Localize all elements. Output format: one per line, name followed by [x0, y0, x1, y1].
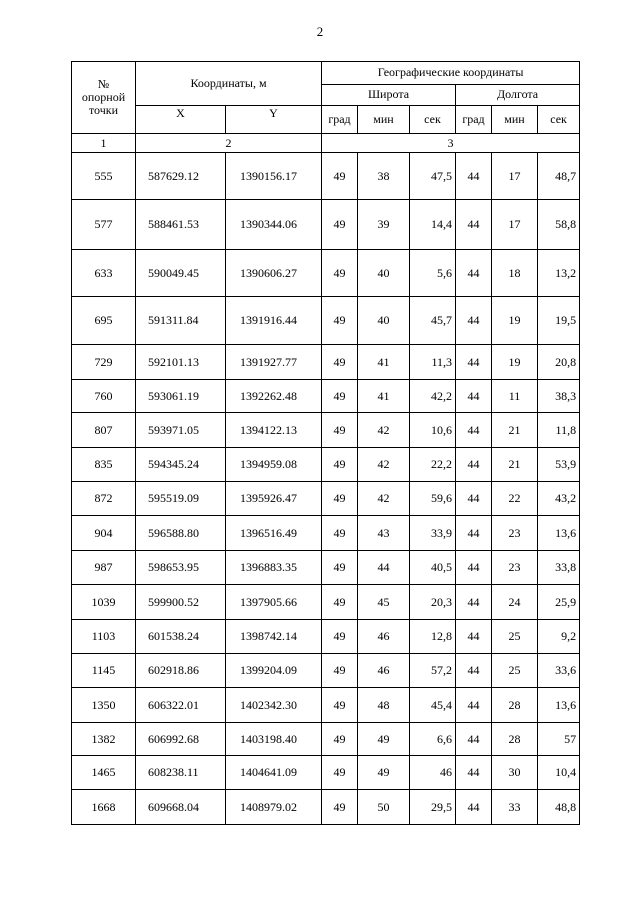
lon-sec-cell: 10,4	[538, 756, 580, 790]
x-coordinate-cell: 608238.11	[136, 756, 226, 790]
y-coordinate-cell: 1390156.17	[226, 153, 322, 200]
lon-min-cell: 17	[492, 200, 538, 250]
table-row	[72, 413, 580, 448]
lat-min-cell: 49	[358, 756, 410, 790]
lon-sec-cell: 19,5	[538, 297, 580, 345]
point-number-cell: 987	[72, 551, 136, 585]
table-row	[72, 516, 580, 551]
header-lon-min: мин	[492, 106, 538, 134]
point-number-cell: 1382	[72, 723, 136, 756]
column-number-1: 1	[72, 134, 136, 153]
lon-deg-cell: 44	[456, 297, 492, 345]
lat-sec-cell: 6,6	[410, 723, 456, 756]
y-coordinate-cell: 1396883.35	[226, 551, 322, 585]
table-row	[72, 250, 580, 297]
header-y: Y	[226, 106, 322, 134]
point-number-cell: 577	[72, 200, 136, 250]
x-coordinate-cell: 602918.86	[136, 654, 226, 688]
lon-deg-cell: 44	[456, 153, 492, 200]
point-number-cell: 695	[72, 297, 136, 345]
lon-sec-cell: 58,8	[538, 200, 580, 250]
lat-min-cell: 44	[358, 551, 410, 585]
point-number-cell: 729	[72, 345, 136, 380]
header-lat-deg: град	[322, 106, 358, 134]
lat-min-cell: 50	[358, 790, 410, 825]
lon-deg-cell: 44	[456, 654, 492, 688]
lat-deg-cell: 49	[322, 345, 358, 380]
lat-min-cell: 38	[358, 153, 410, 200]
lat-min-cell: 49	[358, 723, 410, 756]
y-coordinate-cell: 1392262.48	[226, 380, 322, 413]
page-number: 2	[316, 24, 324, 39]
lon-sec-cell: 33,8	[538, 551, 580, 585]
x-coordinate-cell: 587629.12	[136, 153, 226, 200]
point-number-cell: 1465	[72, 756, 136, 790]
lon-min-cell: 19	[492, 345, 538, 380]
lat-min-cell: 41	[358, 380, 410, 413]
x-coordinate-cell: 606992.68	[136, 723, 226, 756]
header-x: X	[136, 106, 226, 134]
point-number-cell: 835	[72, 448, 136, 482]
y-coordinate-cell: 1396516.49	[226, 516, 322, 551]
lon-deg-cell: 44	[456, 200, 492, 250]
y-coordinate-cell: 1390606.27	[226, 250, 322, 297]
lon-sec-cell: 13,2	[538, 250, 580, 297]
lon-min-cell: 25	[492, 654, 538, 688]
lon-min-cell: 21	[492, 413, 538, 448]
lon-deg-cell: 44	[456, 482, 492, 516]
x-coordinate-cell: 592101.13	[136, 345, 226, 380]
lat-deg-cell: 49	[322, 723, 358, 756]
table-row	[72, 345, 580, 380]
lon-deg-cell: 44	[456, 551, 492, 585]
lat-deg-cell: 49	[322, 413, 358, 448]
table-row	[72, 688, 580, 723]
lat-min-cell: 39	[358, 200, 410, 250]
table-row	[72, 723, 580, 756]
lat-deg-cell: 49	[322, 200, 358, 250]
x-coordinate-cell: 598653.95	[136, 551, 226, 585]
point-number-cell: 807	[72, 413, 136, 448]
y-coordinate-cell: 1391916.44	[226, 297, 322, 345]
x-coordinate-cell: 609668.04	[136, 790, 226, 825]
lon-min-cell: 33	[492, 790, 538, 825]
lat-sec-cell: 46	[410, 756, 456, 790]
lon-deg-cell: 44	[456, 620, 492, 654]
lat-min-cell: 48	[358, 688, 410, 723]
lon-deg-cell: 44	[456, 380, 492, 413]
table-row	[72, 551, 580, 585]
lon-sec-cell: 20,8	[538, 345, 580, 380]
lon-min-cell: 11	[492, 380, 538, 413]
y-coordinate-cell: 1399204.09	[226, 654, 322, 688]
lon-min-cell: 18	[492, 250, 538, 297]
lat-deg-cell: 49	[322, 790, 358, 825]
point-number-cell: 904	[72, 516, 136, 551]
y-coordinate-cell: 1394122.13	[226, 413, 322, 448]
table-row	[72, 654, 580, 688]
lat-deg-cell: 49	[322, 380, 358, 413]
x-coordinate-cell: 596588.80	[136, 516, 226, 551]
x-coordinate-cell: 594345.24	[136, 448, 226, 482]
y-coordinate-cell: 1408979.02	[226, 790, 322, 825]
lon-deg-cell: 44	[456, 345, 492, 380]
lat-sec-cell: 11,3	[410, 345, 456, 380]
lon-sec-cell: 11,8	[538, 413, 580, 448]
y-coordinate-cell: 1394959.08	[226, 448, 322, 482]
lat-sec-cell: 57,2	[410, 654, 456, 688]
lat-deg-cell: 49	[322, 153, 358, 200]
lat-min-cell: 43	[358, 516, 410, 551]
x-coordinate-cell: 588461.53	[136, 200, 226, 250]
header-coordinates: Координаты, м	[136, 62, 322, 106]
y-coordinate-cell: 1397905.66	[226, 585, 322, 620]
x-coordinate-cell: 595519.09	[136, 482, 226, 516]
lon-deg-cell: 44	[456, 448, 492, 482]
lat-deg-cell: 49	[322, 448, 358, 482]
x-coordinate-cell: 591311.84	[136, 297, 226, 345]
lon-sec-cell: 9,2	[538, 620, 580, 654]
lon-sec-cell: 48,7	[538, 153, 580, 200]
lon-sec-cell: 53,9	[538, 448, 580, 482]
lat-deg-cell: 49	[322, 297, 358, 345]
header-longitude: Долгота	[456, 84, 580, 105]
lat-sec-cell: 29,5	[410, 790, 456, 825]
y-coordinate-cell: 1390344.06	[226, 200, 322, 250]
lon-min-cell: 22	[492, 482, 538, 516]
point-number-cell: 1145	[72, 654, 136, 688]
lat-sec-cell: 12,8	[410, 620, 456, 654]
table-row	[72, 448, 580, 482]
header-lon-deg: град	[456, 106, 492, 134]
x-coordinate-cell: 590049.45	[136, 250, 226, 297]
header-geographic-coordinates: Географические координаты	[322, 62, 580, 85]
lon-min-cell: 23	[492, 516, 538, 551]
lat-deg-cell: 49	[322, 756, 358, 790]
column-number-3: 3	[322, 134, 580, 153]
table-row	[72, 297, 580, 345]
lat-deg-cell: 49	[322, 620, 358, 654]
lon-min-cell: 21	[492, 448, 538, 482]
lat-sec-cell: 33,9	[410, 516, 456, 551]
y-coordinate-cell: 1395926.47	[226, 482, 322, 516]
lon-sec-cell: 43,2	[538, 482, 580, 516]
header-point-number: № опорной точки	[72, 62, 136, 134]
lat-min-cell: 46	[358, 620, 410, 654]
coordinates-table	[71, 61, 580, 825]
lat-sec-cell: 22,2	[410, 448, 456, 482]
lat-sec-cell: 59,6	[410, 482, 456, 516]
lon-min-cell: 28	[492, 688, 538, 723]
lat-min-cell: 42	[358, 482, 410, 516]
lat-min-cell: 45	[358, 585, 410, 620]
lat-min-cell: 46	[358, 654, 410, 688]
lat-sec-cell: 10,6	[410, 413, 456, 448]
lat-deg-cell: 49	[322, 585, 358, 620]
y-coordinate-cell: 1391927.77	[226, 345, 322, 380]
lon-sec-cell: 13,6	[538, 688, 580, 723]
lat-sec-cell: 5,6	[410, 250, 456, 297]
lon-min-cell: 30	[492, 756, 538, 790]
lon-min-cell: 28	[492, 723, 538, 756]
lon-min-cell: 24	[492, 585, 538, 620]
table-row	[72, 380, 580, 413]
lon-min-cell: 25	[492, 620, 538, 654]
lat-deg-cell: 49	[322, 688, 358, 723]
lat-deg-cell: 49	[322, 654, 358, 688]
table-row	[72, 790, 580, 825]
point-number-cell: 1668	[72, 790, 136, 825]
lat-deg-cell: 49	[322, 250, 358, 297]
lon-min-cell: 19	[492, 297, 538, 345]
table-body	[72, 153, 580, 825]
point-number-cell: 1039	[72, 585, 136, 620]
lon-deg-cell: 44	[456, 723, 492, 756]
lat-sec-cell: 47,5	[410, 153, 456, 200]
y-coordinate-cell: 1403198.40	[226, 723, 322, 756]
lon-deg-cell: 44	[456, 585, 492, 620]
lon-sec-cell: 25,9	[538, 585, 580, 620]
point-number-cell: 555	[72, 153, 136, 200]
point-number-cell: 633	[72, 250, 136, 297]
lat-sec-cell: 42,2	[410, 380, 456, 413]
lat-min-cell: 40	[358, 250, 410, 297]
lat-sec-cell: 40,5	[410, 551, 456, 585]
lon-deg-cell: 44	[456, 413, 492, 448]
table-row	[72, 200, 580, 250]
header-lat-sec: сек	[410, 106, 456, 134]
lon-sec-cell: 33,6	[538, 654, 580, 688]
lon-deg-cell: 44	[456, 790, 492, 825]
header-lat-min: мин	[358, 106, 410, 134]
lon-min-cell: 17	[492, 153, 538, 200]
lon-min-cell: 23	[492, 551, 538, 585]
lat-deg-cell: 49	[322, 551, 358, 585]
table-row	[72, 153, 580, 200]
lat-min-cell: 41	[358, 345, 410, 380]
lat-min-cell: 40	[358, 297, 410, 345]
lat-sec-cell: 20,3	[410, 585, 456, 620]
x-coordinate-cell: 599900.52	[136, 585, 226, 620]
lon-deg-cell: 44	[456, 688, 492, 723]
x-coordinate-cell: 593061.19	[136, 380, 226, 413]
lon-deg-cell: 44	[456, 756, 492, 790]
lon-sec-cell: 38,3	[538, 380, 580, 413]
y-coordinate-cell: 1402342.30	[226, 688, 322, 723]
lat-sec-cell: 14,4	[410, 200, 456, 250]
table-row	[72, 482, 580, 516]
point-number-cell: 1103	[72, 620, 136, 654]
lon-deg-cell: 44	[456, 250, 492, 297]
table-row	[72, 756, 580, 790]
lat-deg-cell: 49	[322, 516, 358, 551]
lat-sec-cell: 45,4	[410, 688, 456, 723]
table-row	[72, 620, 580, 654]
point-number-cell: 872	[72, 482, 136, 516]
y-coordinate-cell: 1404641.09	[226, 756, 322, 790]
lon-sec-cell: 13,6	[538, 516, 580, 551]
x-coordinate-cell: 593971.05	[136, 413, 226, 448]
x-coordinate-cell: 606322.01	[136, 688, 226, 723]
table-row	[72, 585, 580, 620]
column-number-2: 2	[136, 134, 322, 153]
header-lon-sec: сек	[538, 106, 580, 134]
point-number-cell: 1350	[72, 688, 136, 723]
lat-deg-cell: 49	[322, 482, 358, 516]
lat-min-cell: 42	[358, 448, 410, 482]
lat-min-cell: 42	[358, 413, 410, 448]
lon-sec-cell: 57	[538, 723, 580, 756]
point-number-cell: 760	[72, 380, 136, 413]
header-latitude: Широта	[322, 84, 456, 105]
y-coordinate-cell: 1398742.14	[226, 620, 322, 654]
lon-deg-cell: 44	[456, 516, 492, 551]
lat-sec-cell: 45,7	[410, 297, 456, 345]
x-coordinate-cell: 601538.24	[136, 620, 226, 654]
lon-sec-cell: 48,8	[538, 790, 580, 825]
